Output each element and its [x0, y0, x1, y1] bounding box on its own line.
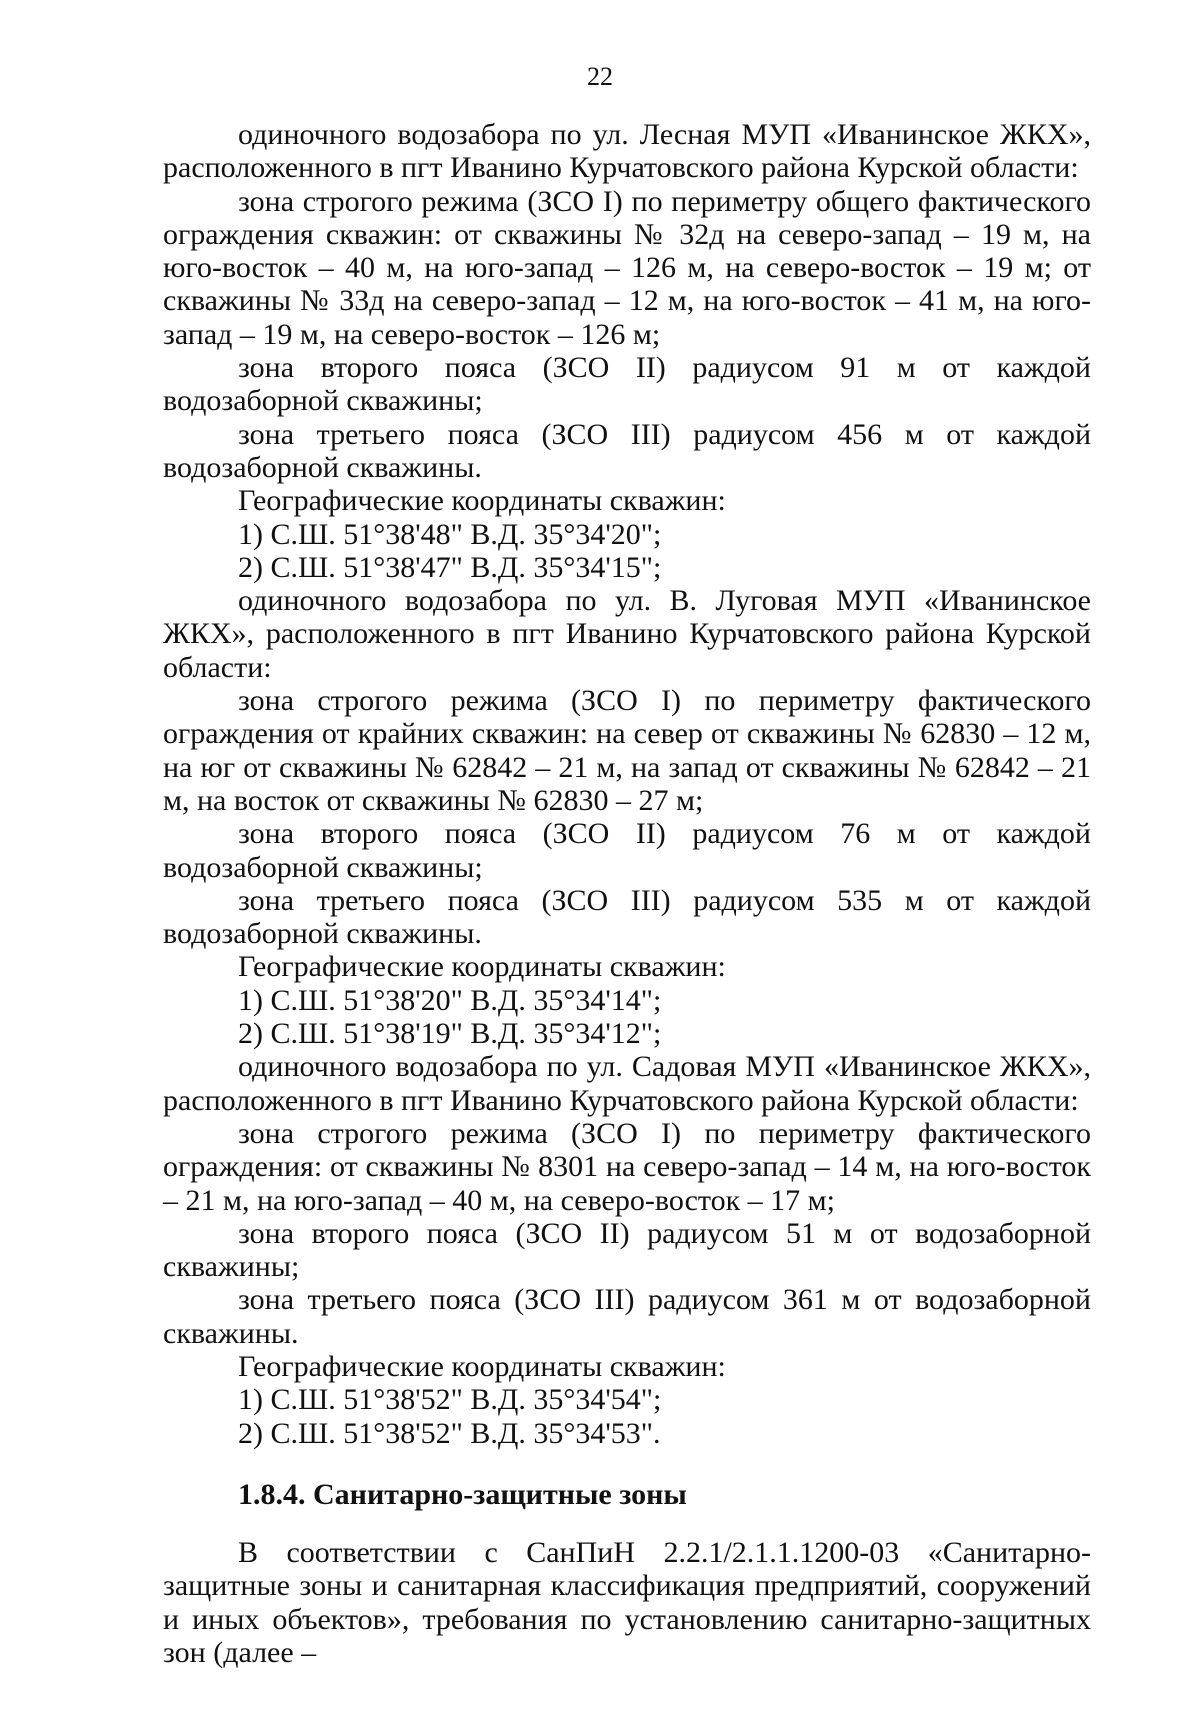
paragraph: зона третьего пояса (ЗСО III) радиусом 535 м от каждой водозаборной скважины. [163, 883, 1091, 951]
document-body [163, 118, 1091, 1669]
paragraph: зона строгого режима (ЗСО I) по периметру общего фактического ограждения скважин: от скважины № 32д на северо-запад – 19 м, на юго-восток – 40 м, на юго-запад – 126 м, на северо-восток – 19 м; от скважины № 33д на северо-запад – 12 м, на юго-восток – 41 м, на юго-запад – 19 м, на северо-восток – 126 м; [163, 184, 1091, 351]
coordinate-line: 1) С.Ш. 51°38'20" В.Д. 35°34'14"; [238, 983, 662, 1017]
page-number: 22 [587, 62, 613, 91]
paragraph: зона второго пояса (ЗСО II) радиусом 91 м от каждой водозаборной скважины; [163, 351, 1091, 418]
paragraph: Географические координаты скважин: [238, 484, 726, 518]
paragraph: одиночного водозабора по ул. В. Луговая МУП «Иванинское ЖКХ», расположенного в пгт Иванино Курчатовского района Курской области: [163, 584, 1091, 684]
paragraph: одиночного водозабора по ул. Лесная МУП «Иванинское ЖКХ», расположенного в пгт Иванино Курчатовского района Курской области: [163, 118, 1091, 185]
paragraph: зона второго пояса (ЗСО II) радиусом 51 м от водозаборной скважины; [163, 1216, 1091, 1284]
coordinate-line: 1) С.Ш. 51°38'52" В.Д. 35°34'54"; [238, 1383, 662, 1417]
coordinate-line: 2) С.Ш. 51°38'19" В.Д. 35°34'12"; [238, 1017, 662, 1051]
section-paragraph: В соответствии с СанПиН 2.2.1/2.1.1.1200-03 «Санитарно-защитные зоны и санитарная классификация предприятий, сооружений и иных объектов», требования по установлению санитарно-защитных зон (далее – [163, 1536, 1091, 1670]
paragraph: зона строгого режима (ЗСО I) по периметру фактического ограждения от крайних скважин: на север от скважины № 62830 – 12 м, на юг от скважины № 62842 – 21 м, на запад от скважины № 62842 – 21 м, на восток от скважины № 62830 – 27 м; [163, 684, 1091, 817]
section-heading: 1.8.4. Санитарно-защитные зоны [238, 1477, 687, 1511]
paragraph: одиночного водозабора по ул. Садовая МУП «Иванинское ЖКХ», расположенного в пгт Иванино Курчатовского района Курской области: [163, 1050, 1091, 1117]
paragraph: зона второго пояса (ЗСО II) радиусом 76 м от каждой водозаборной скважины; [163, 817, 1091, 884]
coordinate-line: 1) С.Ш. 51°38'48" В.Д. 35°34'20"; [238, 517, 662, 551]
coordinate-line: 2) С.Ш. 51°38'47" В.Д. 35°34'15"; [238, 550, 662, 584]
paragraph: зона строгого режима (ЗСО I) по периметру фактического ограждения: от скважины № 8301 на северо-запад – 14 м, на юго-восток – 21 м, на юго-запад – 40 м, на северо-восток – 17 м; [163, 1116, 1091, 1217]
paragraph: зона третьего пояса (ЗСО III) радиусом 456 м от каждой водозаборной скважины. [163, 417, 1091, 484]
coordinate-line: 2) С.Ш. 51°38'52" В.Д. 35°34'53". [238, 1416, 661, 1450]
paragraph: зона третьего пояса (ЗСО III) радиусом 361 м от водозаборной скважины. [163, 1283, 1091, 1350]
paragraph: Географические координаты скважин: [238, 1349, 726, 1383]
paragraph: Географические координаты скважин: [238, 950, 726, 984]
